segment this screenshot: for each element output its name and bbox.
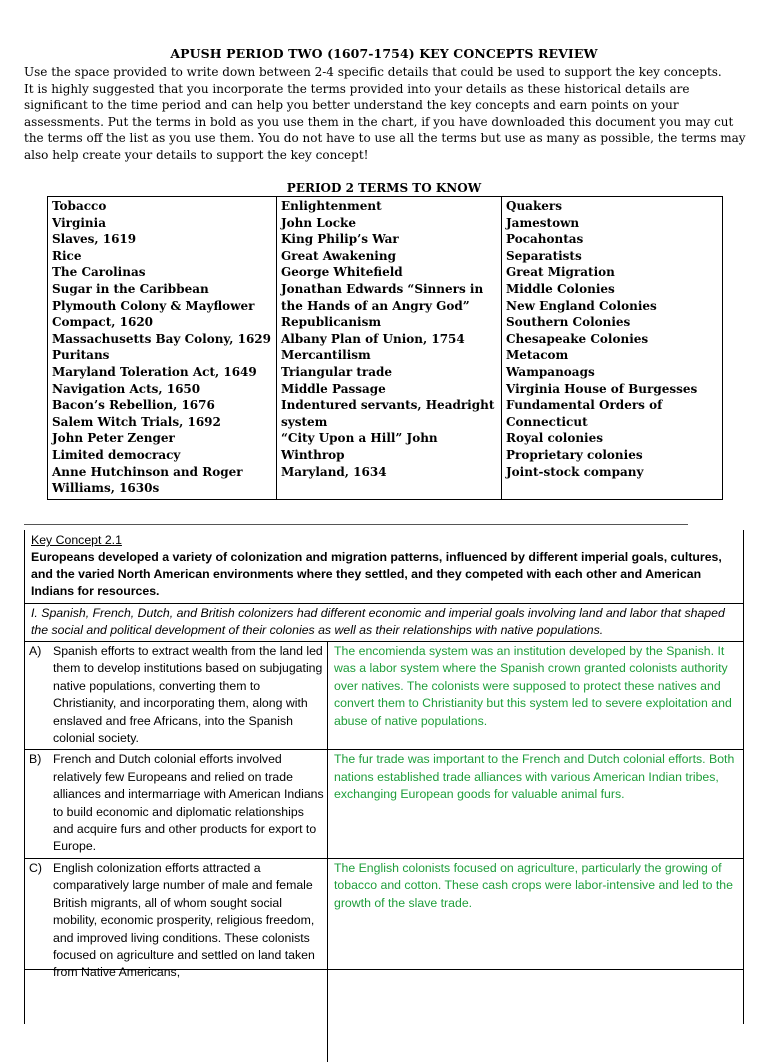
- key-concept-label: Key Concept 2.1: [31, 533, 122, 547]
- term-item: Metacom: [506, 348, 569, 363]
- term-item: Royal colonies: [506, 431, 604, 446]
- prompt-text: English colonization efforts attracted a comparatively large number of male and female British migrants, all of whom sought social mobility, economic prosperity, religious freedom, and improved living conditions. These colonists focused on agriculture and settled on land taken from Native Americans,: [53, 860, 315, 980]
- term-item: Bacon’s Rebellion, 1676: [52, 398, 215, 413]
- row-letter: B): [29, 752, 42, 767]
- term-item: King Philip’s War: [281, 232, 399, 247]
- term-item: Jamestown: [506, 215, 580, 230]
- terms-column-2: [277, 197, 502, 500]
- answer-cell[interactable]: The English colonists focused on agriculture, particularly the growing of tobacco and cotton. These cash crops were labor-intensive and led to the growth of the slave trade.: [334, 860, 733, 910]
- term-item: Virginia House of Burgesses: [506, 381, 698, 396]
- section-divider: [24, 524, 688, 525]
- terms-table: [47, 196, 723, 500]
- term-item: Fundamental Orders of Connecticut: [506, 398, 663, 429]
- term-item: Maryland, 1634: [281, 464, 387, 479]
- term-item: Joint-stock company: [506, 464, 644, 479]
- term-item: Limited democracy: [52, 447, 181, 462]
- row-letter: C): [29, 860, 42, 875]
- key-concept-table: [24, 530, 744, 1024]
- term-item: Virginia: [52, 215, 106, 230]
- term-item: Chesapeake Colonies: [506, 331, 649, 346]
- term-item: Sugar in the Caribbean: [52, 281, 209, 296]
- term-item: Republicanism: [281, 315, 382, 330]
- term-item: Southern Colonies: [506, 315, 631, 330]
- term-item: Tobacco: [52, 199, 107, 213]
- prompt-text: French and Dutch colonial efforts involved relatively few Europeans and relied on trade alliances and intermarriage with American Indians to build economic and diplomatic relationships and acquire furs and other products for export to Europe.: [53, 752, 324, 854]
- terms-column-3: [502, 197, 723, 500]
- answer-cell[interactable]: The fur trade was important to the French and Dutch colonial efforts. Both nations established trade alliances with various American Indian tribes, exchanging European goods for valuable animal furs.: [334, 752, 735, 802]
- term-item: Massachusetts Bay Colony, 1629: [52, 331, 271, 346]
- key-concept-description: Europeans developed a variety of colonization and migration patterns, influenced by different imperial goals, cultures, and the varied North American environments where they settled, and they competed with each other and American Indians for resources.: [31, 550, 722, 598]
- term-item: Navigation Acts, 1650: [52, 381, 201, 396]
- term-item: Quakers: [506, 199, 562, 213]
- term-item: Wampanoags: [506, 364, 595, 379]
- term-item: John Locke: [281, 215, 357, 230]
- term-item: Puritans: [52, 348, 110, 363]
- term-item: Albany Plan of Union, 1754: [281, 331, 465, 346]
- concept-prompt: [25, 859, 328, 1062]
- prompt-text: Spanish efforts to extract wealth from the land led them to develop institutions based on subjugating native populations, converting them to Christianity, and incorporating them, along with enslaved and free Africans, into the Spanish colonial society.: [53, 644, 323, 746]
- term-item: Indentured servants, Headright system: [281, 398, 495, 429]
- term-item: Middle Passage: [281, 381, 386, 396]
- term-item: Great Awakening: [281, 248, 396, 263]
- term-item: Anne Hutchinson and Roger Williams, 1630s: [52, 464, 243, 496]
- key-concept-subheading: I. Spanish, French, Dutch, and British colonizers had different economic and imperial goals involving land and labor that shaped the social and political development of their colonies as well as their relationships with native populations.: [25, 604, 743, 642]
- term-item: Rice: [52, 248, 82, 263]
- concept-row-b: [25, 750, 743, 858]
- concept-prompt: [25, 642, 328, 749]
- row-letter: A): [29, 644, 42, 658]
- term-item: Triangular trade: [281, 364, 393, 379]
- term-item: Plymouth Colony & Mayflower Compact, 1620: [52, 298, 255, 330]
- terms-column-1: [48, 197, 277, 500]
- term-item: Proprietary colonies: [506, 447, 643, 462]
- concept-row-a: [25, 642, 743, 750]
- term-item: Separatists: [506, 248, 582, 263]
- term-item: Maryland Toleration Act, 1649: [52, 364, 257, 379]
- term-item: Salem Witch Trials, 1692: [52, 414, 221, 429]
- terms-title: PERIOD 2 TERMS TO KNOW: [286, 181, 482, 195]
- term-item: The Carolinas: [52, 265, 146, 280]
- concept-row-c: [25, 859, 743, 1059]
- term-item: Great Migration: [506, 265, 615, 280]
- term-item: John Peter Zenger: [52, 431, 175, 446]
- term-item: Mercantilism: [281, 348, 371, 363]
- key-concept-header: [25, 530, 743, 604]
- term-item: “City Upon a Hill” John Winthrop: [281, 431, 438, 462]
- term-item: Middle Colonies: [506, 281, 615, 296]
- concept-prompt: [25, 750, 328, 857]
- term-item: New England Colonies: [506, 298, 657, 313]
- intro-line-1: Use the space provided to write down between 2-4 specific details that could be used to support the key concepts.: [24, 65, 722, 79]
- term-item: Jonathan Edwards “Sinners in the Hands of an Angry God”: [281, 281, 484, 313]
- term-item: Pocahontas: [506, 232, 584, 247]
- term-item: Enlightenment: [281, 199, 382, 213]
- intro-text: [24, 64, 748, 164]
- row-c-bottom-border: [24, 969, 744, 970]
- answer-cell[interactable]: The encomienda system was an institution developed by the Spanish. It was a labor system where the Spanish crown granted colonists authority over natives. The colonists were supposed to protect these natives and convert them to Christianity but this system led to severe exploitation and abuse of native populations.: [334, 644, 732, 728]
- term-item: George Whitefield: [281, 265, 403, 280]
- page-title: APUSH PERIOD TWO (1607-1754) KEY CONCEPTS REVIEW: [170, 46, 598, 61]
- term-item: Slaves, 1619: [52, 232, 137, 247]
- intro-line-2: It is highly suggested that you incorporate the terms provided into your details as these historical details are significant to the time period and can help you better understand the key concepts and earn points on your assessments. Put the terms in bold as you use them in the chart, if you have downloaded this document you may cut the terms off the list as you use them. You do not have to use all the terms but use as many as possible, the terms may also help create your details to support the key concept!: [24, 81, 746, 162]
